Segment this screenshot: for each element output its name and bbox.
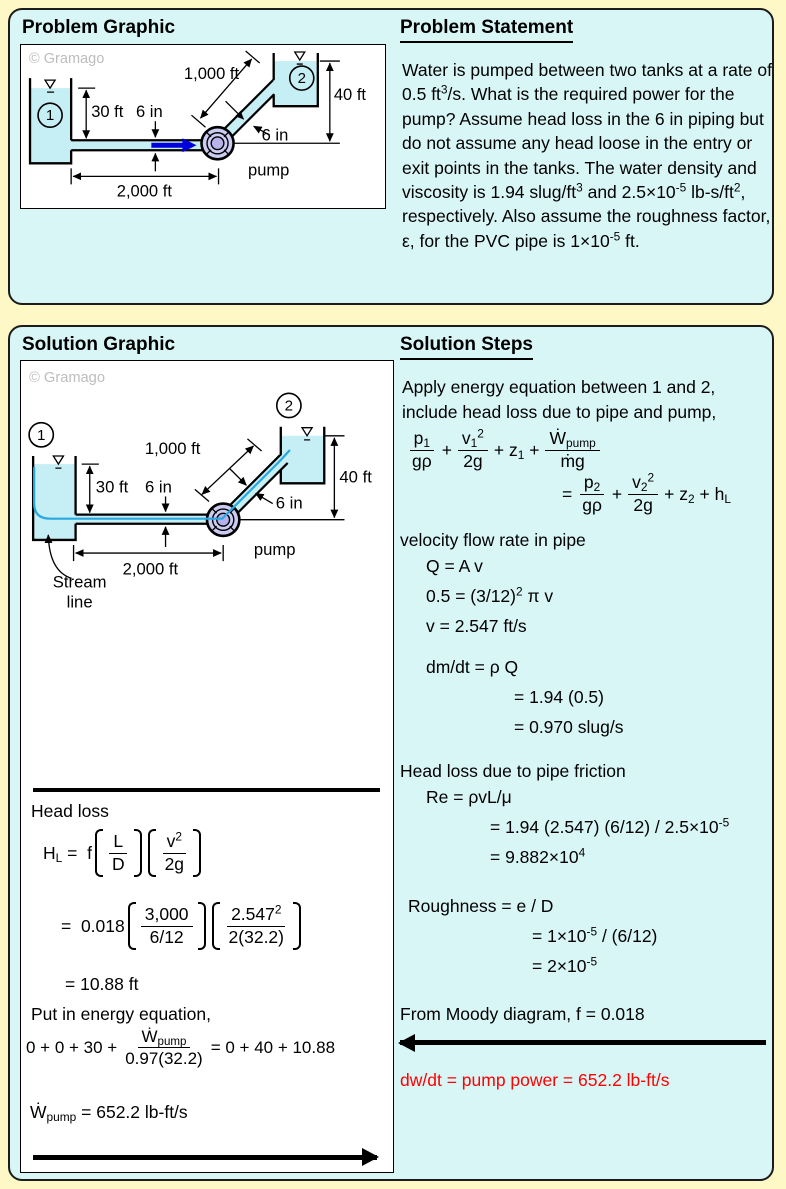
pump-power-result: Ẇ$_{pump}$ = 652.2 lb-ft/s xyxy=(30,1102,188,1124)
pump-icon xyxy=(201,127,233,159)
equation-line: = 0.970 slug/s xyxy=(514,717,624,738)
streamline-label xyxy=(48,535,106,612)
solution-steps-column xyxy=(400,367,774,1091)
pump-label: pump xyxy=(247,160,290,180)
equation-line: Re = ρvL/μ xyxy=(426,787,512,808)
fraction: $\frac{Ẇ_{pump}}{0.97(32.2)}$ xyxy=(125,1027,203,1069)
steps-intro: Apply energy equation between 1 and 2, include head loss due to pipe and pump, xyxy=(402,377,717,422)
svg-text:1: 1 xyxy=(37,426,46,444)
equation-line: v = 2.547 ft/s xyxy=(426,616,527,637)
svg-text:1,000 ft: 1,000 ft xyxy=(144,438,201,458)
svg-text:30 ft: 30 ft xyxy=(95,477,129,497)
fraction: $\frac{3,000}{6/12}$ xyxy=(141,905,193,947)
svg-text:6 in: 6 in xyxy=(136,102,163,122)
tank2 xyxy=(281,427,324,484)
fraction: $\frac{v^2}{2g}$ xyxy=(164,829,185,874)
equation-line: = $9.882\times 10^4$ xyxy=(490,845,586,868)
fraction: $\frac{p_2}{g\rho}$ xyxy=(578,473,606,515)
fraction: $\frac{p_1}{g\rho}$ xyxy=(408,429,436,471)
svg-text:6 in: 6 in xyxy=(145,477,172,497)
equation-line: = $1\times 10^{-5} / (6/12)$ xyxy=(532,924,658,947)
svg-text:40 ft: 40 ft xyxy=(333,85,367,105)
moody-arrow-left-icon xyxy=(400,1040,766,1045)
pump-label: pump xyxy=(253,540,296,560)
problem-panel xyxy=(8,8,774,305)
svg-text:2,000 ft: 2,000 ft xyxy=(116,181,172,201)
watermark: © Gramago xyxy=(29,370,105,387)
solution-graphic-title: Solution Graphic xyxy=(22,334,176,355)
solution-diagram-svg xyxy=(21,361,393,626)
head-loss-equation xyxy=(43,829,204,877)
bracket-term xyxy=(95,829,142,877)
moody-line: From Moody diagram, f = 0.018 xyxy=(400,1004,645,1025)
result-arrow-right-icon xyxy=(33,1155,377,1160)
energy-equation-label: Put in energy equation, xyxy=(31,1004,211,1024)
equation-line: = $2\times 10^{-5}$ xyxy=(532,954,598,977)
dim-2000ft xyxy=(71,168,218,200)
dim-30ft xyxy=(82,464,129,515)
bracket-term xyxy=(128,902,206,950)
head-loss-numeric-equation: = 0.018 $\frac{3,000}{6/12}$ $\frac{2.547^2}{2(32.2)}$ xyxy=(61,902,304,950)
problem-statement-title: Problem Statement xyxy=(400,17,573,43)
svg-text:line: line xyxy=(66,592,93,612)
solution-panel xyxy=(8,325,774,1181)
tank2 xyxy=(274,52,318,106)
problem-diagram-box xyxy=(20,44,386,209)
problem-statement-paragraph: Water is pumped between two tanks at a rate of 0.5 $ft^3/s$. What is the required power for the pump? Assume head loss in the 6 in piping but do not assume any head loose in the entry or exit points in the tanks. The water density and viscosity is 1.94 slug/$ft^3$ and $2.5\times 10^{-5}$ $lb-s/ft^2$, respectively. Also assume the roughness factor, ε, for the PVC pipe is $1\times 10^{-5}$ ft. xyxy=(402,60,772,251)
bracket-term xyxy=(212,902,301,950)
svg-text:Stream: Stream xyxy=(52,572,107,592)
dim-6in-horizontal xyxy=(145,477,172,547)
bracket-term xyxy=(148,829,201,877)
problem-statement-text xyxy=(400,50,774,253)
equation-line: Q = A v xyxy=(426,556,483,577)
fraction: $\frac{v_1^2}{2g}$ xyxy=(458,429,488,471)
solution-steps-title: Solution Steps xyxy=(400,334,533,360)
equation-line: dm/dt = ρ Q xyxy=(426,657,519,678)
equation-line: $0.5 = (3/12)^2$ π v xyxy=(426,584,554,607)
dim-6in-horizontal xyxy=(136,102,163,171)
equation-line: = 1.94 (0.5) xyxy=(514,687,604,708)
equation-line: Roughness = e / D xyxy=(408,896,554,917)
velocity-heading: velocity flow rate in pipe xyxy=(400,530,586,551)
svg-text:6 in: 6 in xyxy=(275,493,303,513)
fraction: $\frac{v_2^2}{2g}$ xyxy=(628,473,658,515)
fraction: $\frac{2.547^2}{2(32.2)}$ xyxy=(228,902,284,947)
problem-diagram-svg xyxy=(21,45,385,207)
svg-text:30 ft: 30 ft xyxy=(91,102,124,122)
hl-lhs: $H_L = f$ xyxy=(43,842,92,865)
solution-diagram-box xyxy=(20,360,394,1173)
tank1-number: 1 xyxy=(45,107,55,125)
dim-30ft xyxy=(78,88,124,140)
head-loss-heading: Head loss xyxy=(31,801,109,821)
svg-text:2,000 ft: 2,000 ft xyxy=(122,559,179,579)
tank1-number-badge xyxy=(29,423,53,447)
pump-power-red-result: dw/dt = pump power = 652.2 lb-ft/s xyxy=(400,1069,670,1090)
energy-equation-line1: $\frac{p_1}{g\rho}$ + $\frac{v_1^2}{2g}$ + $z_1$ + $\frac{Ẇ_{pump}}{\text{ṁg}}$ xyxy=(404,429,774,471)
energy-numeric-equation: 0 + 0 + 30 + $\frac{Ẇ_{pump}}{0.97(32.2)}$ = 0 + 40 + 10.88 xyxy=(26,1027,336,1069)
svg-text:6 in: 6 in xyxy=(261,125,289,145)
tank1 xyxy=(30,78,71,163)
energy-equation-line2: = $\frac{p_2}{g\rho}$ + $\frac{v_2^2}{2g}$ + $z_2 + h_L$ xyxy=(562,470,731,515)
section-divider xyxy=(33,788,380,792)
watermark: © Gramago xyxy=(29,51,105,68)
svg-text:1,000 ft: 1,000 ft xyxy=(183,64,240,84)
fraction: $\frac{Ẇ_{pump}}{\text{ṁg}}$ xyxy=(545,429,599,471)
tank1 xyxy=(33,456,75,540)
svg-text:40 ft: 40 ft xyxy=(339,467,372,487)
tank2-number-badge xyxy=(277,393,301,417)
equation-line: = 1.94 (2.547) $(6/12) / 2.5\times 10^{-5}$ xyxy=(490,815,730,838)
tank2-number: 2 xyxy=(297,70,306,88)
svg-text:2: 2 xyxy=(284,397,294,415)
friction-heading: Head loss due to pipe friction xyxy=(400,761,626,782)
problem-graphic-title: Problem Graphic xyxy=(22,17,176,38)
head-loss-result: = 10.88 ft xyxy=(65,974,139,994)
fraction: $\frac{L}{D}$ xyxy=(108,832,129,874)
